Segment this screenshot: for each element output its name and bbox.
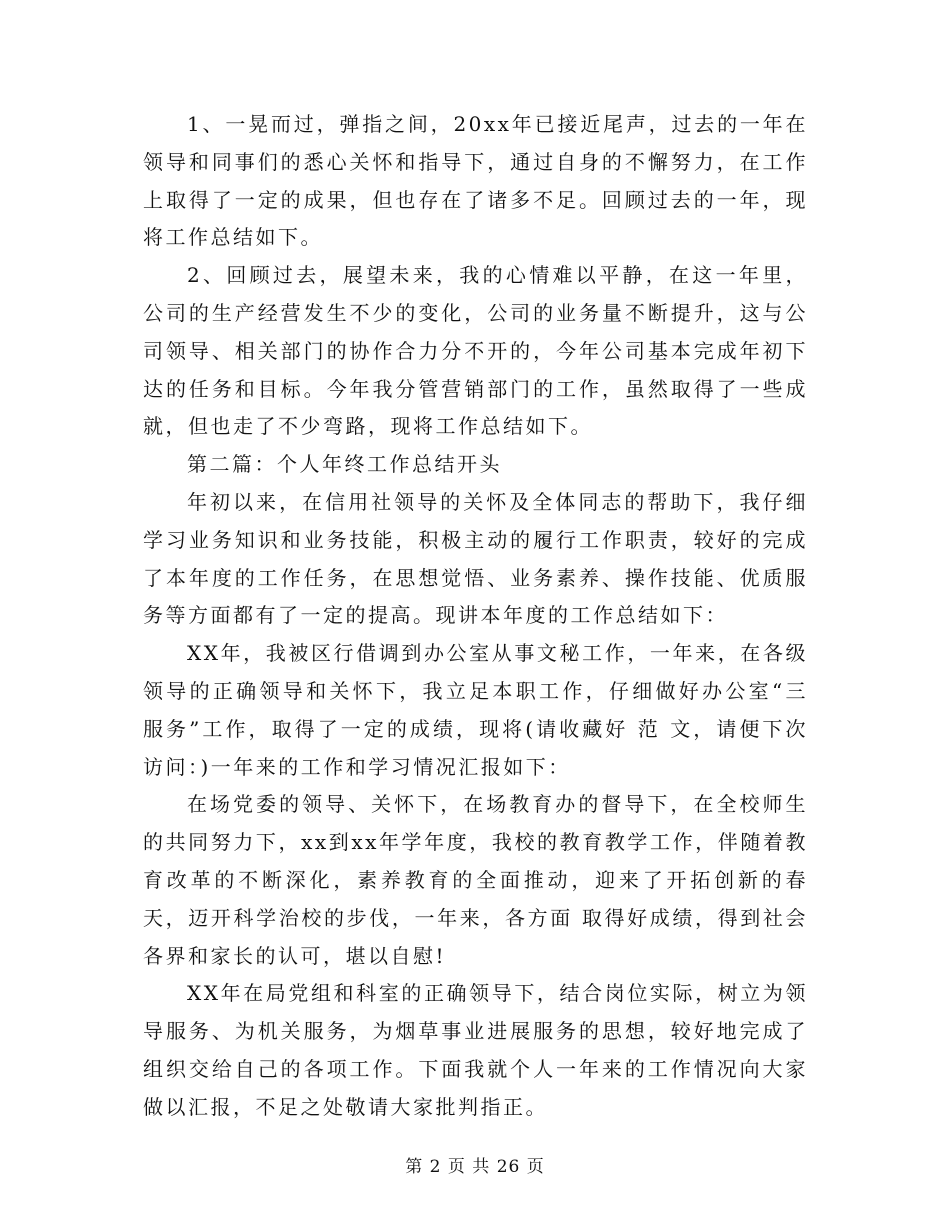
page-footer: 第 2 页 共 26 页 <box>405 1157 545 1177</box>
paragraph-6: XX年在局党组和科室的正确领导下，结合岗位实际，树立为领导服务、为机关服务，为烟草事业进展服务的思想，较好地完成了组织交给自己的各项工作。下面我就个人一年来的工作情况向大家做以汇报，不足之处敬请大家批判指正。 <box>143 981 808 1119</box>
section-heading: 第二篇：个人年终工作总结开头 <box>187 452 502 477</box>
paragraph-4: XX年，我被区行借调到办公室从事文秘工作，一年来，在各级领导的正确领导和关怀下，我立足本职工作，仔细做好办公室“三服务”工作，取得了一定的成绩，现将(请收藏好 范 文，请便下次访问：)一年来的工作和学习情况汇报如下： <box>143 641 808 779</box>
document-body <box>143 106 808 1127</box>
paragraph-3: 年初以来，在信用社领导的关怀及全体同志的帮助下，我仔细学习业务知识和业务技能，积极主动的履行工作职责，较好的完成了本年度的工作任务，在思想觉悟、业务素养、操作技能、优质服务等方面都有了一定的提高。现讲本年度的工作总结如下： <box>143 489 808 628</box>
paragraph-1: 1、一晃而过，弹指之间，20xx年已接近尾声，过去的一年在领导和同事们的悉心关怀和指导下，通过自身的不懈努力，在工作上取得了一定的成果，但也存在了诸多不足。回顾过去的一年，现将工作总结如下。 <box>143 112 808 250</box>
paragraph-5: 在场党委的领导、关怀下，在场教育办的督导下，在全校师生的共同努力下，xx到xx年学年度，我校的教育教学工作，伴随着教育改革的不断深化，素养教育的全面推动，迎来了开拓创新的春天，迈开科学治校的步伐，一年来，各方面 取得好成绩，得到社会各界和家长的认可，堪以自慰! <box>143 792 808 968</box>
paragraph-2: 2、回顾过去，展望未来，我的心情难以平静，在这一年里，公司的生产经营发生不少的变化，公司的业务量不断提升，这与公司领导、相关部门的协作合力分不开的，今年公司基本完成年初下达的任务和目标。今年我分管营销部门的工作，虽然取得了一些成就，但也走了不少弯路，现将工作总结如下。 <box>143 263 808 439</box>
